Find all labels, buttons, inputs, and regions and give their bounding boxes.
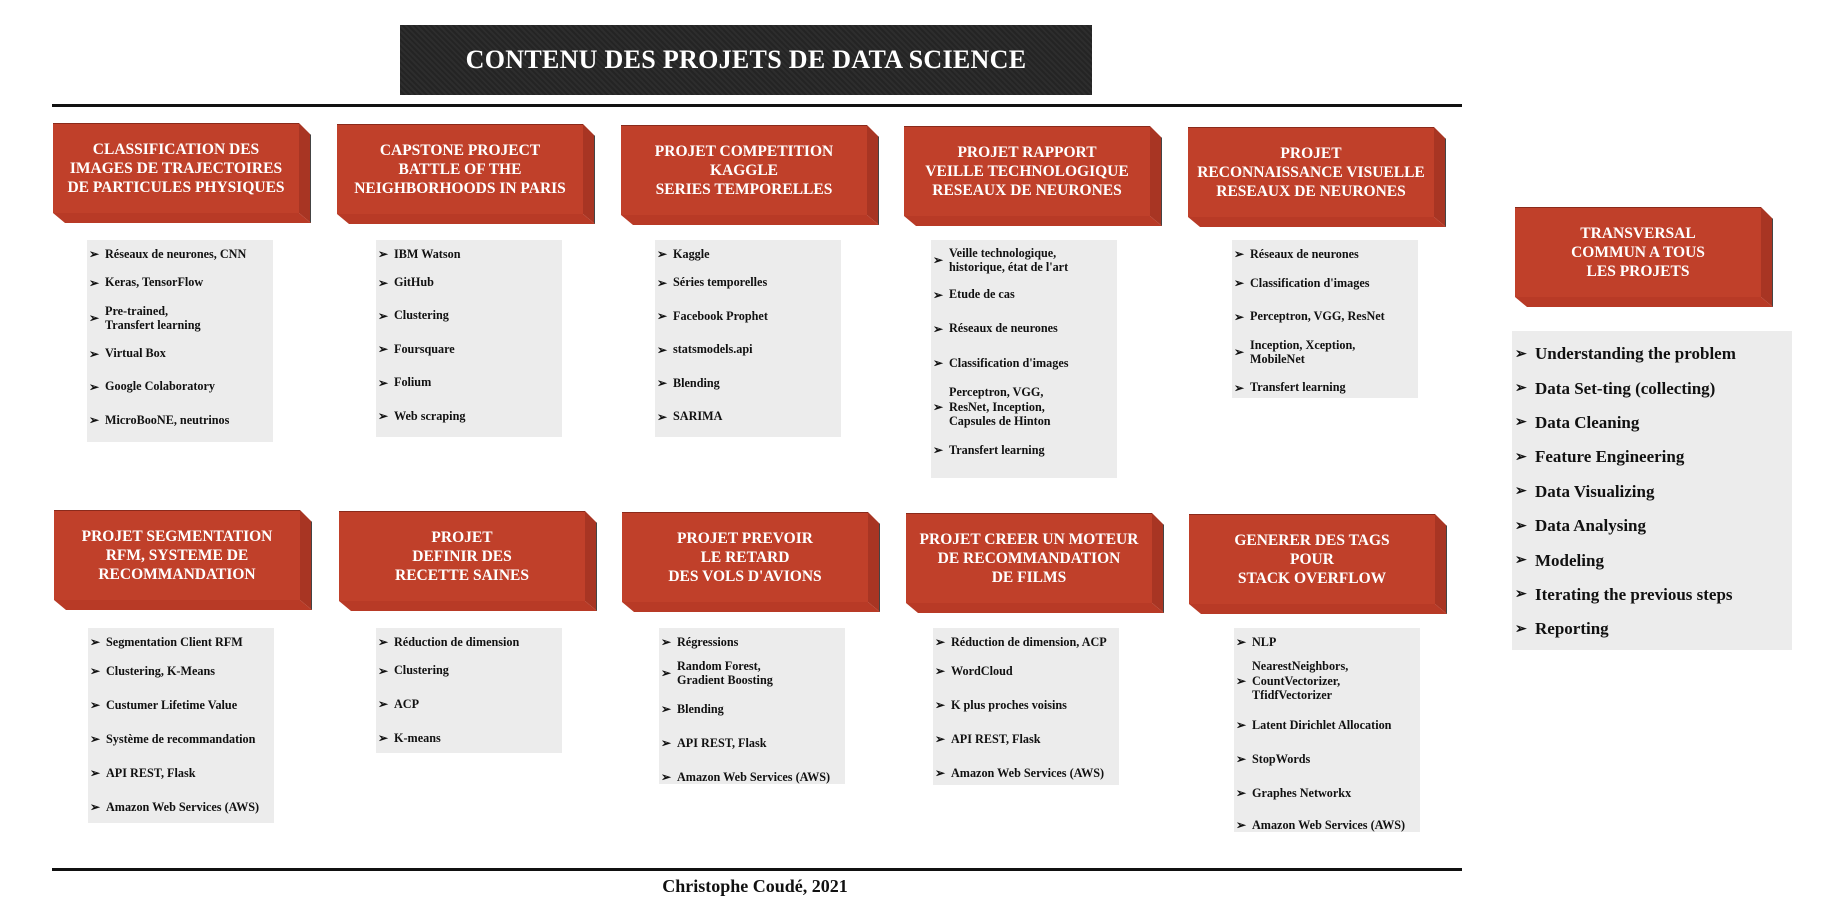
list-item — [657, 266, 837, 299]
list-item — [1234, 266, 1414, 300]
list-item-label: Classification d'images — [949, 355, 1069, 370]
transversal-item-label: Modeling — [1535, 550, 1604, 570]
project-box — [904, 126, 1162, 226]
project-item-list — [88, 628, 274, 823]
transversal-item — [1515, 509, 1788, 543]
arrowhead-bullet-icon: ➢ — [661, 770, 672, 784]
list-item-label: API REST, Flask — [951, 731, 1041, 746]
arrowhead-bullet-icon: ➢ — [657, 309, 668, 323]
list-item-label: Pre-trained, Transfert learning — [105, 303, 201, 332]
list-item — [378, 242, 558, 266]
arrowhead-bullet-icon: ➢ — [89, 379, 100, 394]
list-item — [1236, 776, 1416, 810]
arrowhead-bullet-icon: ➢ — [378, 697, 389, 711]
arrowhead-bullet-icon: ➢ — [378, 731, 389, 745]
list-item-label: ACP — [394, 696, 420, 711]
author-credit: Christophe Coudé, 2021 — [662, 876, 848, 896]
project-title: PROJET RAPPORT VEILLE TECHNOLOGIQUE RESEAUX DE NEURONES — [904, 126, 1150, 216]
project-box — [621, 125, 879, 225]
list-item — [1236, 708, 1416, 742]
list-item — [1236, 630, 1416, 654]
list-item — [378, 266, 558, 299]
list-item-label: NearestNeighbors, CountVectorizer, TfidfVectorizer — [1252, 659, 1349, 703]
arrowhead-bullet-icon: ➢ — [378, 375, 389, 390]
list-item-label: K-means — [394, 730, 441, 745]
transversal-item — [1515, 475, 1788, 509]
arrowhead-bullet-icon: ➢ — [1236, 635, 1247, 649]
arrowhead-bullet-icon: ➢ — [661, 635, 672, 649]
transversal-item — [1515, 337, 1788, 371]
list-item-label: StopWords — [1252, 751, 1311, 766]
project-box — [1189, 514, 1447, 614]
list-item-label: Transfert learning — [949, 442, 1045, 457]
arrowhead-bullet-icon: ➢ — [933, 400, 944, 414]
list-item — [90, 756, 270, 790]
list-item-label: Clustering — [394, 663, 449, 678]
list-item — [933, 278, 1113, 311]
list-item — [935, 722, 1115, 756]
arrowhead-bullet-icon: ➢ — [378, 342, 389, 356]
list-item — [89, 370, 269, 403]
list-item — [933, 346, 1113, 380]
list-item-label: Amazon Web Services (AWS) — [1252, 817, 1406, 832]
project-item-list — [376, 628, 562, 753]
list-item — [657, 299, 837, 333]
arrowhead-bullet-icon: ➢ — [933, 253, 944, 267]
list-item — [1234, 300, 1414, 333]
list-item-label: Veille technologique, historique, état de l'art — [949, 245, 1069, 274]
arrowhead-bullet-icon: ➢ — [1236, 786, 1247, 800]
arrowhead-bullet-icon: ➢ — [378, 308, 389, 323]
arrowhead-bullet-icon: ➢ — [90, 766, 101, 780]
project-title: PROJET PREVOIR LE RETARD DES VOLS D'AVIONS — [622, 512, 868, 602]
list-item — [89, 242, 269, 266]
arrowhead-bullet-icon: ➢ — [1515, 415, 1527, 431]
transversal-box — [1515, 207, 1773, 307]
project-title: PROJET RECONNAISSANCE VISUELLE RESEAUX DE NEURONES — [1188, 127, 1434, 217]
arrowhead-bullet-icon: ➢ — [657, 275, 668, 290]
list-item — [378, 654, 558, 687]
arrowhead-bullet-icon: ➢ — [661, 702, 672, 716]
arrowhead-bullet-icon: ➢ — [1515, 484, 1527, 500]
arrowhead-bullet-icon: ➢ — [1236, 818, 1247, 832]
page-title: CONTENU DES PROJETS DE DATA SCIENCE — [400, 25, 1092, 95]
project-box — [622, 512, 880, 612]
list-item — [378, 630, 558, 654]
list-item-label: Clustering, K-Means — [106, 663, 216, 678]
arrowhead-bullet-icon: ➢ — [378, 247, 389, 261]
arrowhead-bullet-icon: ➢ — [657, 376, 668, 390]
list-item-label: Facebook Prophet — [673, 308, 768, 323]
project-item-list — [655, 240, 841, 437]
list-item — [378, 299, 558, 332]
list-item-label: API REST, Flask — [677, 735, 767, 750]
arrowhead-bullet-icon: ➢ — [1234, 380, 1245, 395]
list-item — [935, 688, 1115, 722]
list-item — [1236, 742, 1416, 776]
arrowhead-bullet-icon: ➢ — [1236, 718, 1247, 732]
arrowhead-bullet-icon: ➢ — [657, 409, 668, 424]
list-item — [935, 630, 1115, 654]
list-item-label: Système de recommandation — [106, 731, 256, 746]
arrowhead-bullet-icon: ➢ — [1234, 309, 1245, 324]
list-item-label: Latent Dirichlet Allocation — [1252, 717, 1392, 732]
project-box — [54, 510, 312, 610]
arrowhead-bullet-icon: ➢ — [90, 698, 101, 712]
list-item — [1234, 371, 1414, 404]
arrowhead-bullet-icon: ➢ — [89, 247, 100, 261]
list-item-label: Séries temporelles — [673, 275, 768, 290]
arrowhead-bullet-icon: ➢ — [657, 247, 668, 261]
list-item-label: WordCloud — [951, 663, 1013, 678]
project-box — [906, 513, 1164, 613]
transversal-item — [1515, 440, 1788, 474]
transversal-item — [1515, 612, 1788, 646]
arrowhead-bullet-icon: ➢ — [935, 698, 946, 712]
list-item — [657, 242, 837, 266]
list-item — [657, 333, 837, 366]
arrowhead-bullet-icon: ➢ — [1236, 674, 1247, 688]
list-item — [661, 726, 841, 760]
list-item — [378, 721, 558, 755]
list-item-label: Random Forest, Gradient Boosting — [677, 658, 773, 687]
list-item-label: MicroBooNE, neutrinos — [105, 412, 230, 427]
arrowhead-bullet-icon: ➢ — [935, 732, 946, 746]
arrowhead-bullet-icon: ➢ — [933, 443, 944, 457]
list-item-label: Folium — [394, 375, 432, 390]
transversal-item-label: Data Visualizing — [1535, 481, 1655, 501]
list-item — [89, 337, 269, 370]
list-item-label: Keras, TensorFlow — [105, 275, 204, 290]
arrowhead-bullet-icon: ➢ — [1515, 449, 1527, 465]
arrowhead-bullet-icon: ➢ — [1515, 346, 1527, 362]
list-item-label: Foursquare — [394, 341, 455, 356]
list-item-label: Custumer Lifetime Value — [106, 697, 238, 712]
arrowhead-bullet-icon: ➢ — [657, 342, 668, 357]
list-item — [661, 692, 841, 726]
arrowhead-bullet-icon: ➢ — [1234, 247, 1245, 261]
list-item-label: Régressions — [677, 634, 739, 649]
list-item — [657, 366, 837, 400]
list-item — [1236, 810, 1416, 840]
transversal-item-label: Iterating the previous steps — [1535, 584, 1733, 604]
transversal-item — [1515, 371, 1788, 405]
list-item-label: Classification d'images — [1250, 275, 1370, 290]
list-item — [378, 366, 558, 399]
list-item-label: Réseaux de neurones — [949, 321, 1058, 336]
list-item-label: Amazon Web Services (AWS) — [106, 799, 260, 814]
list-item — [90, 790, 270, 824]
arrowhead-bullet-icon: ➢ — [1234, 345, 1245, 359]
arrowhead-bullet-icon: ➢ — [1515, 621, 1527, 637]
list-item — [90, 630, 270, 654]
list-item — [935, 654, 1115, 688]
arrowhead-bullet-icon: ➢ — [90, 732, 101, 746]
list-item — [1234, 333, 1414, 371]
list-item-label: Perceptron, VGG, ResNet, Inception, Capsules de Hinton — [949, 385, 1051, 429]
project-item-list — [1232, 240, 1418, 398]
list-item-label: IBM Watson — [394, 246, 461, 261]
arrowhead-bullet-icon: ➢ — [1515, 518, 1527, 534]
list-item — [933, 242, 1113, 278]
list-item — [661, 630, 841, 654]
list-item — [1236, 654, 1416, 708]
transversal-list — [1512, 331, 1792, 650]
arrowhead-bullet-icon: ➢ — [1515, 381, 1527, 397]
project-item-list — [87, 240, 273, 442]
transversal-item — [1515, 578, 1788, 612]
project-box — [53, 123, 311, 223]
arrowhead-bullet-icon: ➢ — [1234, 276, 1245, 290]
arrowhead-bullet-icon: ➢ — [378, 635, 389, 649]
list-item — [657, 400, 837, 433]
project-title: CAPSTONE PROJECT BATTLE OF THE NEIGHBORHOODS IN PARIS — [337, 124, 583, 214]
arrowhead-bullet-icon: ➢ — [1236, 752, 1247, 766]
arrowhead-bullet-icon: ➢ — [935, 635, 946, 649]
list-item — [89, 266, 269, 299]
list-item — [661, 654, 841, 692]
project-item-list — [933, 628, 1119, 785]
arrowhead-bullet-icon: ➢ — [89, 275, 100, 290]
transversal-item-label: Understanding the problem — [1535, 344, 1736, 364]
arrowhead-bullet-icon: ➢ — [90, 664, 101, 678]
list-item — [90, 654, 270, 688]
project-box — [339, 511, 597, 611]
list-item — [935, 756, 1115, 790]
project-item-list — [659, 628, 845, 784]
list-item-label: Inception, Xception, MobileNet — [1250, 337, 1356, 366]
arrowhead-bullet-icon: ➢ — [933, 287, 944, 302]
list-item — [90, 722, 270, 756]
top-divider — [52, 104, 1462, 107]
project-box — [337, 124, 595, 224]
arrowhead-bullet-icon: ➢ — [661, 736, 672, 750]
arrowhead-bullet-icon: ➢ — [661, 666, 672, 680]
list-item — [933, 311, 1113, 346]
project-item-list — [931, 240, 1117, 478]
arrowhead-bullet-icon: ➢ — [90, 635, 101, 649]
list-item-label: Réseaux de neurones, CNN — [105, 246, 247, 261]
list-item-label: Segmentation Client RFM — [106, 634, 243, 649]
arrowhead-bullet-icon: ➢ — [378, 663, 389, 678]
arrowhead-bullet-icon: ➢ — [933, 356, 944, 370]
list-item-label: Blending — [673, 375, 720, 390]
transversal-title: TRANSVERSAL COMMUN A TOUS LES PROJETS — [1515, 207, 1761, 297]
list-item-label: NLP — [1252, 634, 1277, 649]
list-item-label: Virtual Box — [105, 346, 166, 361]
transversal-item-label: Data Cleaning — [1535, 412, 1640, 432]
list-item-label: API REST, Flask — [106, 765, 196, 780]
arrowhead-bullet-icon: ➢ — [933, 321, 944, 336]
project-item-list — [376, 240, 562, 437]
project-title: PROJET COMPETITION KAGGLE SERIES TEMPORELLES — [621, 125, 867, 215]
arrowhead-bullet-icon: ➢ — [89, 311, 100, 325]
arrowhead-bullet-icon: ➢ — [89, 413, 100, 427]
arrowhead-bullet-icon: ➢ — [935, 664, 946, 678]
list-item-label: Web scraping — [394, 408, 466, 423]
list-item-label: SARIMA — [673, 409, 723, 424]
list-item-label: Clustering — [394, 308, 449, 323]
list-item-label: Transfert learning — [1250, 380, 1346, 395]
list-item — [89, 403, 269, 437]
list-item-label: Réduction de dimension — [394, 634, 520, 649]
transversal-item-label: Data Set-ting (collecting) — [1535, 378, 1716, 398]
list-item — [661, 760, 841, 794]
transversal-item — [1515, 543, 1788, 577]
project-title: PROJET CREER UN MOTEUR DE RECOMMANDATION DE FILMS — [906, 513, 1152, 603]
list-item-label: Kaggle — [673, 246, 710, 261]
transversal-item — [1515, 406, 1788, 440]
arrowhead-bullet-icon: ➢ — [1515, 553, 1527, 569]
list-item-label: statsmodels.api — [673, 342, 753, 357]
project-title: GENERER DES TAGS POUR STACK OVERFLOW — [1189, 514, 1435, 604]
project-item-list — [1234, 628, 1420, 832]
project-box — [1188, 127, 1446, 227]
transversal-item-label: Feature Engineering — [1535, 447, 1685, 467]
arrowhead-bullet-icon: ➢ — [1515, 587, 1527, 603]
list-item — [378, 687, 558, 721]
list-item-label: Perceptron, VGG, ResNet — [1250, 309, 1385, 324]
project-title: PROJET SEGMENTATION RFM, SYSTEME DE RECOMMANDATION — [54, 510, 300, 600]
list-item — [90, 688, 270, 722]
transversal-item-label: Data Analysing — [1535, 516, 1646, 536]
list-item-label: Amazon Web Services (AWS) — [951, 765, 1105, 780]
list-item-label: Réduction de dimension, ACP — [951, 634, 1107, 649]
list-item — [933, 380, 1113, 434]
list-item-label: Etude de cas — [949, 287, 1015, 302]
arrowhead-bullet-icon: ➢ — [90, 800, 101, 814]
list-item — [933, 434, 1113, 466]
arrowhead-bullet-icon: ➢ — [935, 766, 946, 780]
list-item — [378, 399, 558, 433]
transversal-item-label: Reporting — [1535, 619, 1609, 639]
list-item-label: Blending — [677, 701, 724, 716]
project-title: PROJET DEFINIR DES RECETTE SAINES — [339, 511, 585, 601]
list-item-label: K plus proches voisins — [951, 697, 1067, 712]
arrowhead-bullet-icon: ➢ — [89, 346, 100, 361]
arrowhead-bullet-icon: ➢ — [378, 275, 389, 290]
list-item-label: Graphes Networkx — [1252, 785, 1352, 800]
list-item-label: Amazon Web Services (AWS) — [677, 769, 831, 784]
list-item — [378, 332, 558, 366]
list-item — [1234, 242, 1414, 266]
list-item — [89, 299, 269, 337]
project-title: CLASSIFICATION DES IMAGES DE TRAJECTOIRES DE PARTICULES PHYSIQUES — [53, 123, 299, 213]
list-item-label: Réseaux de neurones — [1250, 246, 1359, 261]
arrowhead-bullet-icon: ➢ — [378, 409, 389, 423]
list-item-label: GitHub — [394, 275, 434, 290]
list-item-label: Google Colaboratory — [105, 379, 216, 394]
bottom-divider — [52, 868, 1462, 871]
